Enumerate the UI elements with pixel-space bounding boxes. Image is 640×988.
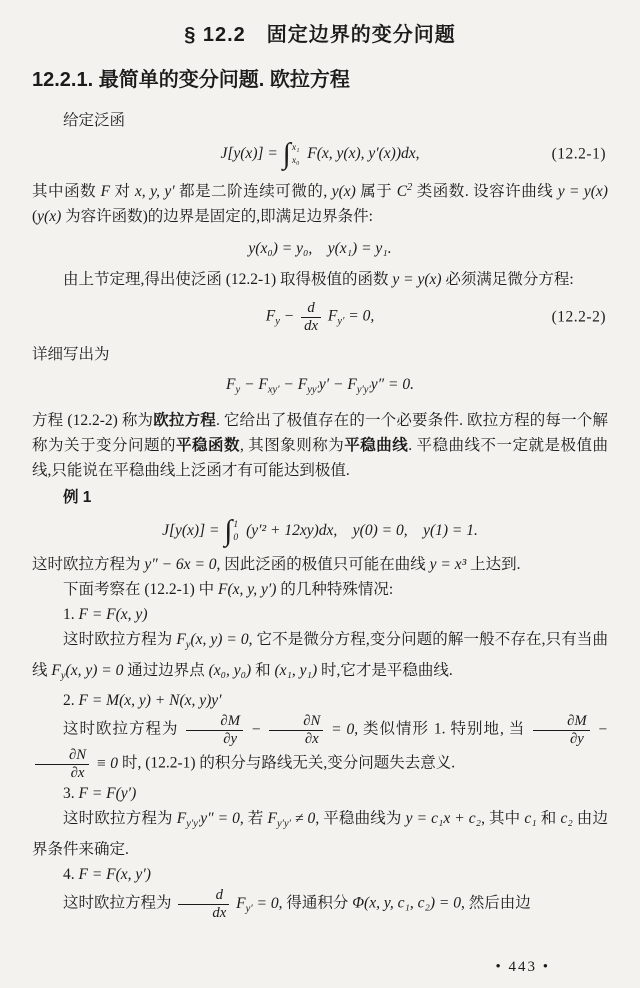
paragraph-detail-lead: 详细写出为	[32, 346, 110, 364]
case-3-heading: 3. F = F(y′)	[63, 785, 137, 803]
case-4-heading: 4. F = F(x, y′)	[63, 866, 151, 884]
case-1-body: 这时欧拉方程为 $F_y(x$, y) = 0, 它不是微分方程,变分问题的解一般不存在,只有当曲线 $F_y(x$, y) = 0 通过边界点 (x₀, y₀) 和 (x₁, y₁) 时,它才是平稳曲线.	[32, 631, 608, 682]
equation-functional	[32, 137, 608, 170]
example-1	[32, 483, 608, 577]
equation-functional-number: (12.2-1)	[551, 145, 606, 163]
example-label-text: 例 1	[63, 489, 92, 507]
equation-euler-expanded	[32, 372, 608, 403]
paragraph-intro-lead: 给定泛函	[63, 112, 126, 129]
case-3-body: 这时欧拉方程为 $F_{y'y'}y'' = 0$, 若 $F_{y'y'} \ne 0$, 平稳曲线为 y = c₁x + c₂, 其中 c₁ 和 c₂ 由边界条件来确定.	[32, 810, 608, 859]
case-2	[32, 688, 608, 781]
case-1	[32, 602, 608, 688]
example-equation-body: J[y(x)] = ∫ 1 0 (y′² + 12xy)dx, y(0) = 0, y(1) = 1.	[162, 515, 478, 548]
equation-euler-body: $F_y$ − $\frac{d}{dx}$ $F_{y'} = 0$,	[265, 300, 375, 334]
example-equation	[32, 515, 608, 548]
paragraph-smoothness: 其中函数 F 对 x, y, y′ 都是二阶连续可微的, y(x) 属于 $C^2$ 类函数. 设容许曲线 y = y(x)(y(x) 为容许函数)的边界是固定的,即满足边界条件:	[32, 182, 608, 226]
equation-boundary-conditions	[32, 234, 608, 262]
equation-functional-body: J[y(x)] = ∫ x₁ x₀ F(x, y(x), y′(x))dx,	[220, 137, 420, 170]
paragraph-theorem: 由上节定理,得出使泛函 (12.2-1) 取得极值的函数 y = y(x) 必须满足微分方程:	[63, 271, 574, 289]
equation-boundary-body: y(x₀) = y₀, y(x₁) = y₁.	[248, 239, 392, 257]
equation-euler-expanded-body: $F_y - F_{xy'} - F_{yy'}y' - F_{y'y'}y'' = 0$.	[226, 376, 414, 397]
paragraph-cases-lead: 下面考察在 (12.2-1) 中 F(x, y, y′) 的几种特殊情况:	[63, 581, 394, 599]
example-label	[32, 485, 608, 510]
case-3	[32, 781, 608, 862]
page-number: • 443 •	[495, 959, 550, 975]
equation-euler-number: (12.2-2)	[551, 308, 606, 326]
equation-euler	[32, 300, 608, 334]
paragraph-euler-naming: 方程 (12.2-2) 称为欧拉方程. 它给出了极值存在的一个必要条件. 欧拉方程的每一个解称为关于变分问题的平稳函数, 其图象则称为平稳曲线. 平稳曲线不一定就是极值曲线,只能说在平稳曲线上泛函才有可能达到极值.	[32, 412, 608, 480]
example-result: 这时欧拉方程为 y″ − 6x = 0, 因此泛函的极值只可能在曲线 y = x³ 上达到.	[32, 556, 521, 574]
case-4	[32, 862, 608, 921]
case-2-heading: 2. F = M(x, y) + N(x, y)y′	[63, 692, 222, 710]
case-4-body: 这时欧拉方程为 $\frac{d}{dx}$ $F_{y'} = 0$, 得通积分 Φ(x, y, c₁, c₂) = 0, 然后由边	[63, 887, 531, 921]
case-2-body: 这时欧拉方程为 $\frac{\partial M}{\partial y}$ − $\frac{\partial N}{\partial x}$ = 0, 类似情形 1. 特别地, 当 $\frac{\partial M}{\partial y}$ − $\frac{\partial N}{\partial x}$ ≡ 0 时, (12.2-1) 的积分与路线无关,变分问题失去意义.	[32, 713, 608, 781]
page-title: § 12.2 固定边界的变分问题	[184, 24, 456, 46]
case-1-heading: 1. F = F(x, y)	[63, 606, 148, 624]
section-heading: 12.2.1. 最简单的变分问题. 欧拉方程	[32, 69, 350, 91]
